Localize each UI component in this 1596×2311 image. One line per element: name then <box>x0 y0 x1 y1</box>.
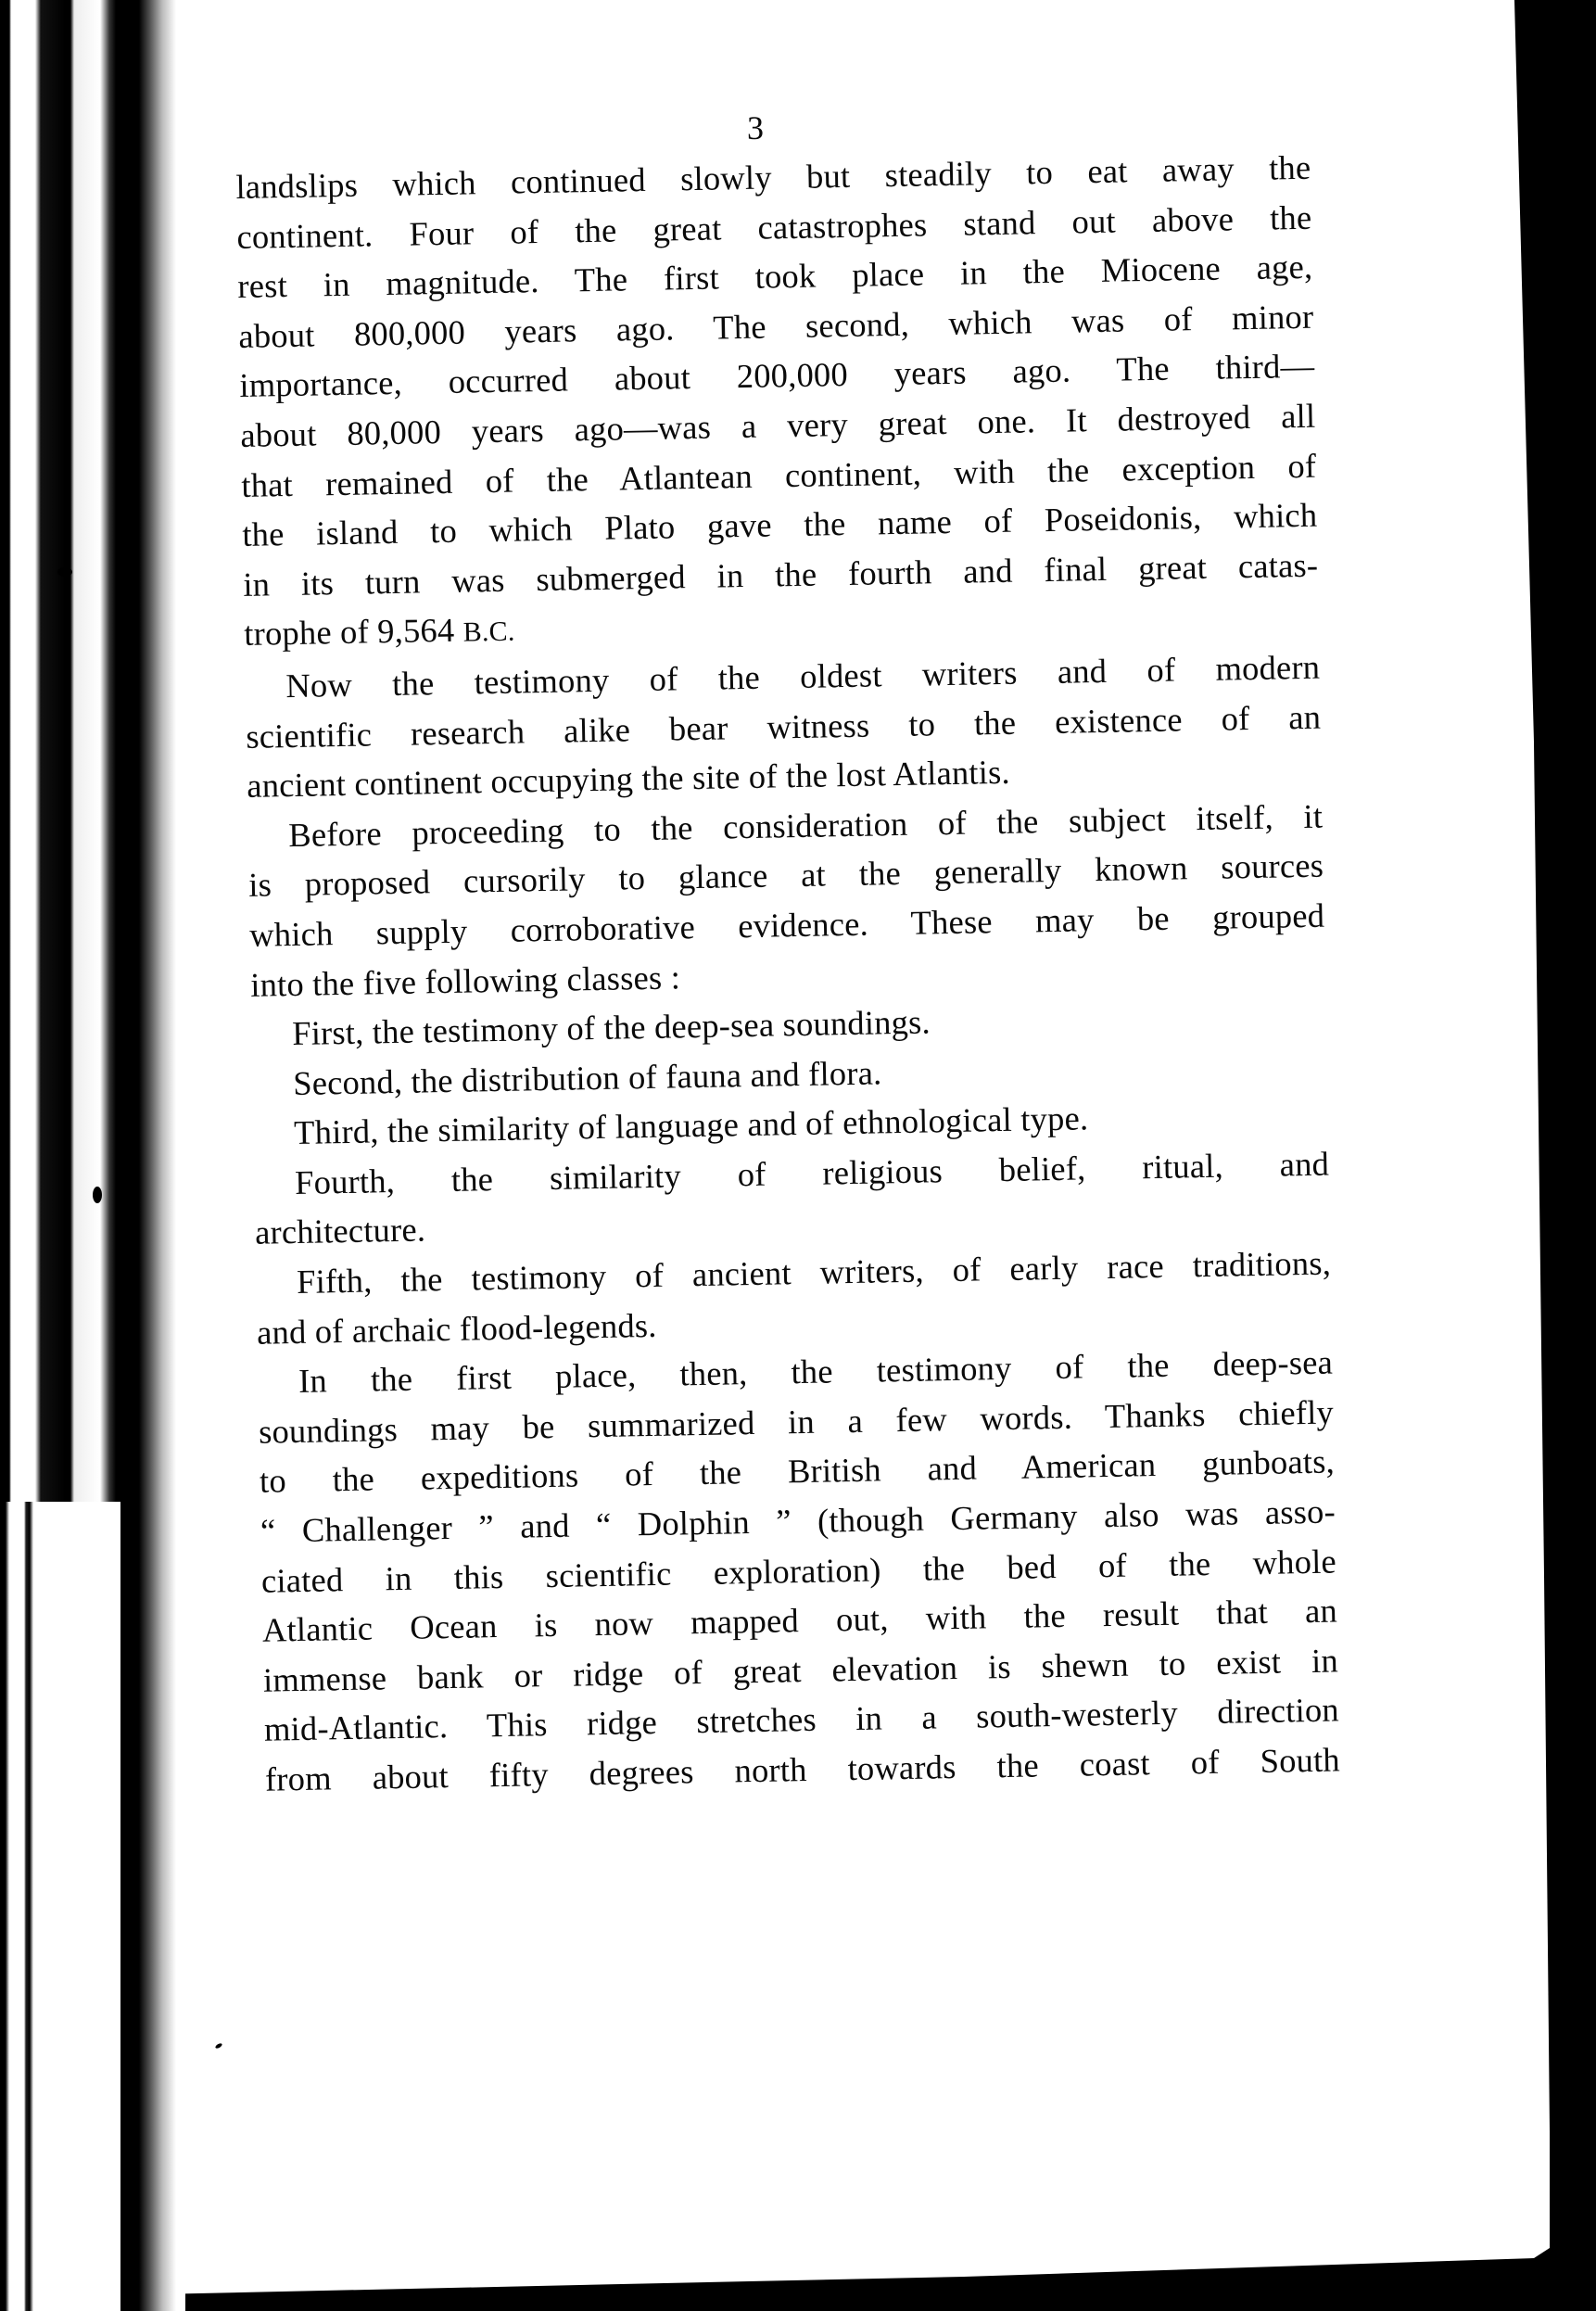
text-line: about 800,000 years ago. The second, which was of minor <box>238 297 1314 355</box>
text-line: continent. Four of the great catastrophes stand out above the <box>236 197 1312 256</box>
list-item-fourth <box>254 1138 1331 1257</box>
text-line: is proposed cursorily to glance at the generally known sources <box>247 845 1324 905</box>
text-line: scientific research alike bear witness to the existence of an <box>245 697 1322 756</box>
text-line: about 80,000 years ago—was a very great one. It destroyed all <box>240 396 1316 454</box>
text-line: Now the testimony of the oldest writers and of modern <box>285 647 1321 705</box>
text-line: landslips which continued slowly but steadily to eat away the <box>235 147 1311 206</box>
text-fragment: trophe of 9,564 <box>243 611 455 654</box>
text-line: Fifth, the testimony of ancient writers, of early race traditions, <box>296 1243 1332 1302</box>
text-line: ciated in this scientific exploration) the bed of the whole <box>260 1542 1337 1600</box>
text-line: the island to which Plato gave the name of Poseidonis, which <box>241 495 1318 554</box>
text-line: In the first place, then, the testimony of the deep-sea <box>298 1342 1334 1401</box>
scan-speck <box>93 1187 102 1203</box>
text-line: soundings may be summarized in a few words. Thanks chiefly <box>258 1392 1335 1451</box>
text-line: “ Challenger ” and “ Dolphin ” (though Germany also was asso- <box>260 1492 1336 1550</box>
text-line: immense bank or ridge of great elevation is shewn to exist in <box>262 1641 1339 1699</box>
paragraph <box>245 642 1323 811</box>
book-binding-lower <box>0 1502 120 2311</box>
paragraph <box>235 143 1320 662</box>
text-line: Second, the distribution of fauna and flora. <box>292 1053 882 1102</box>
text-line: Third, the similarity of language and of ethnological type. <box>293 1098 1089 1152</box>
text-line: from about fifty degrees north towards the coast of South <box>264 1740 1341 1798</box>
text-line: that remained of the Atlantean continent, with the exception of <box>241 446 1317 504</box>
text-line: into the five following classes : <box>249 957 681 1004</box>
text-line: mid-Atlantic. This ridge stretches in a south-westerly direction <box>263 1690 1340 1749</box>
text-line: to the expeditions of the British and American gunboats, <box>259 1441 1336 1501</box>
scan-speck <box>57 567 72 577</box>
text-line: importance, occurred about 200,000 years ago. The third— <box>239 347 1315 405</box>
text-line: Atlantic Ocean is now mapped out, with the result that an <box>261 1591 1338 1649</box>
paragraph <box>247 791 1326 1009</box>
text-line: Before proceeding to the consideration of the subject itself, it <box>287 796 1324 854</box>
text-line: which supply corroborative evidence. These may be grouped <box>248 895 1325 954</box>
page-number: 3 <box>747 109 764 146</box>
text-line: rest in magnitude. The first took place in the Miocene age, <box>237 247 1313 306</box>
text-line: and of archaic flood-legends. <box>256 1305 657 1352</box>
era-abbreviation: B.C. <box>462 616 515 648</box>
body-text <box>235 143 1340 1805</box>
text-line: architecture. <box>254 1210 426 1252</box>
paragraph <box>258 1338 1341 1805</box>
text-line: Fourth, the similarity of religious belief, ritual, and <box>294 1144 1330 1201</box>
text-line: First, the testimony of the deep-sea soundings. <box>291 1002 931 1053</box>
text-line: in its turn was submerged in the fourth and final great catas- <box>242 545 1319 603</box>
text-line: ancient continent occupying the site of the lost Atlantis. <box>246 752 1011 806</box>
list-item-fifth <box>256 1238 1333 1357</box>
